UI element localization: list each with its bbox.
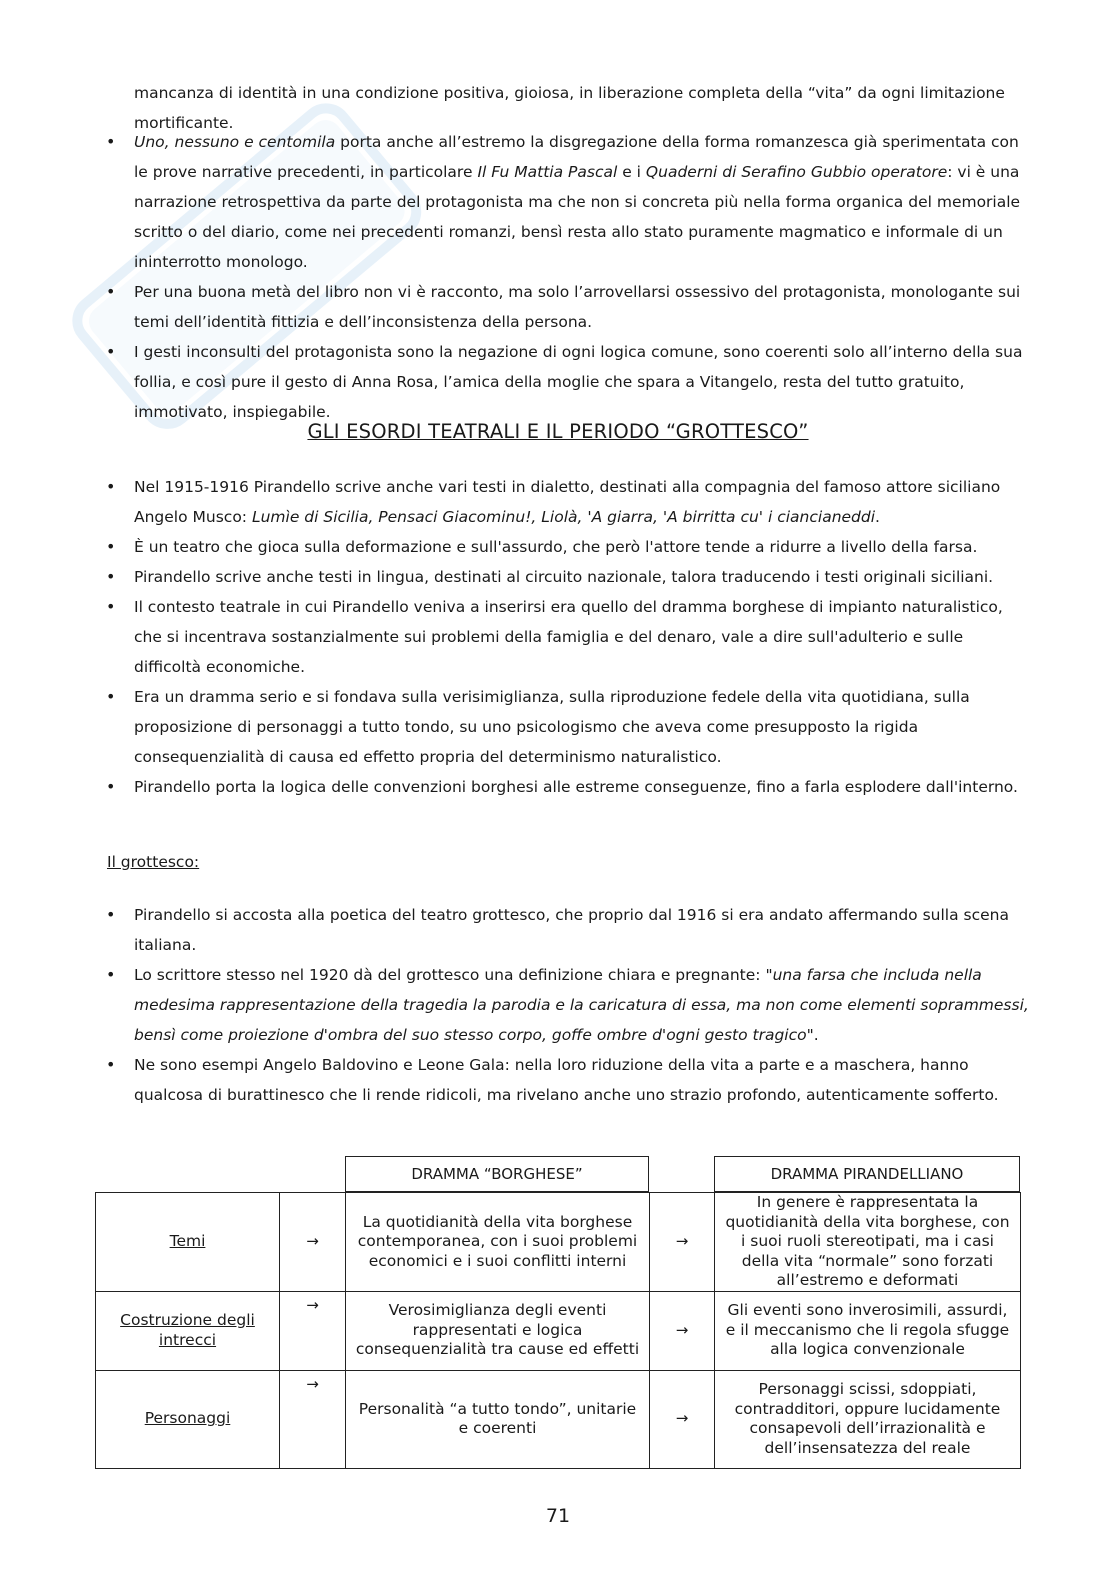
table-row [96, 1193, 1021, 1292]
arrow-right-icon: → [650, 1193, 715, 1292]
list-item: • Nel 1915-1916 Pirandello scrive anche vari testi in dialetto, destinati alla compagnia del famoso attore siciliano Angelo Musco: Lumìe di Sicilia, Pensaci Giacominu!, Liolà, 'A giarra, 'A birritta cu' i ciancianeddi. [104, 472, 1034, 532]
cell-pirandelliano: Gli eventi sono inverosimili, assurdi, e il meccanismo che li regola sfugge alla logica convenzionale [715, 1291, 1021, 1370]
row-label: Personaggi [96, 1370, 280, 1468]
cell-borghese: Verosimiglianza degli eventi rappresentati e logica consequenzialità tra cause ed effetti [346, 1291, 650, 1370]
table-row [96, 1291, 1021, 1370]
list-item: • Pirandello porta la logica delle convenzioni borghesi alle estreme conseguenze, fino a farla esplodere dall'interno. [104, 772, 1034, 802]
arrow-right-icon: → [280, 1193, 346, 1292]
list-item: • È un teatro che gioca sulla deformazione e sull'assurdo, che però l'attore tende a ridurre a livello della farsa. [104, 532, 1034, 562]
list-item: • I gesti inconsulti del protagonista sono la negazione di ogni logica comune, sono coerenti solo all’interno della sua follia, e così pure il gesto di Anna Rosa, l’amica della moglie che spara a Vitangelo, resta del tutto gratuito, immotivato, inspiegabile. [104, 337, 1034, 427]
row-label: Costruzione degli intrecci [96, 1291, 280, 1370]
arrow-right-icon: → [280, 1370, 346, 1468]
table-row [96, 1370, 1021, 1468]
grotesque-bullet-list [104, 900, 1034, 1110]
arrow-right-icon: → [280, 1291, 346, 1370]
list-item: • Per una buona metà del libro non vi è racconto, ma solo l’arrovellarsi ossessivo del protagonista, monologante sui temi dell’identità fittizia e dell’inconsistenza della persona. [104, 277, 1034, 337]
column-header-pirandelliano: DRAMMA PIRANDELLIANO [714, 1156, 1020, 1192]
list-item: • Il contesto teatrale in cui Pirandello veniva a inserirsi era quello del dramma borghese di impianto naturalistico, che si incentrava sostanzialmente sui problemi della famiglia e del denaro, vale a dire sull'adulterio e sulle difficoltà economiche. [104, 592, 1034, 682]
arrow-right-icon: → [650, 1291, 715, 1370]
subheading: Il grottesco: [107, 853, 200, 871]
cell-borghese: La quotidianità della vita borghese contemporanea, con i suoi problemi economici e i suoi conflitti interni [346, 1193, 650, 1292]
column-header-borghese: DRAMMA “BORGHESE” [345, 1156, 649, 1192]
comparison-grid [95, 1192, 1021, 1469]
cell-pirandelliano: In genere è rappresentata la quotidianità della vita borghese, con i suoi ruoli stereotipati, ma i casi della vita “normale” sono forzati all’estremo e deformati [715, 1193, 1021, 1292]
cell-borghese: Personalità “a tutto tondo”, unitarie e coerenti [346, 1370, 650, 1468]
section-heading: GLI ESORDI TEATRALI E IL PERIODO “GROTTESCO” [307, 420, 809, 443]
novel-bullet-list [104, 127, 1034, 427]
list-item: • Era un dramma serio e si fondava sulla verisimiglianza, sulla riproduzione fedele della vita quotidiana, sulla proposizione di personaggi a tutto tondo, su uno psicologismo che aveva come presupposto la rigida consequenzialità di causa ed effetto propria del determinismo naturalistico. [104, 682, 1034, 772]
arrow-right-icon: → [650, 1370, 715, 1468]
row-label: Temi [96, 1193, 280, 1292]
list-item: • Lo scrittore stesso nel 1920 dà del grottesco una definizione chiara e pregnante: "una farsa che includa nella medesima rappresentazione della tragedia la parodia e la caricatura di essa, ma non come elementi soprammessi, bensì come proiezione d'ombra del suo stesso corpo, goffe ombre d'ogni gesto tragico". [104, 960, 1034, 1050]
cell-pirandelliano: Personaggi scissi, sdoppiati, contradditori, oppure lucidamente consapevoli dell’irrazionalità e dell’insensatezza del reale [715, 1370, 1021, 1468]
list-item: • Pirandello si accosta alla poetica del teatro grottesco, che proprio dal 1916 si era andato affermando sulla scena italiana. [104, 900, 1034, 960]
continuation-paragraph: mancanza di identità in una condizione positiva, gioiosa, in liberazione completa della “vita” da ogni limitazione mortificante. [134, 84, 1005, 132]
list-item: • Ne sono esempi Angelo Baldovino e Leone Gala: nella loro riduzione della vita a parte e a maschera, hanno qualcosa di burattinesco che li rende ridicoli, ma rivelano anche uno strazio profondo, autenticamente sofferto. [104, 1050, 1034, 1110]
list-item: • Pirandello scrive anche testi in lingua, destinati al circuito nazionale, talora traducendo i testi originali siciliani. [104, 562, 1034, 592]
list-item: • Uno, nessuno e centomila porta anche all’estremo la disgregazione della forma romanzesca già sperimentata con le prove narrative precedenti, in particolare Il Fu Mattia Pascal e i Quaderni di Serafino Gubbio operatore: vi è una narrazione retrospettiva da parte del protagonista ma che non si concreta più nella forma organica del memoriale scritto o del diario, come nei precedenti romanzi, bensì resta allo stato puramente magmatico e informale di un ininterrotto monologo. [104, 127, 1034, 277]
comparison-table [95, 1156, 1020, 1471]
page-number: 71 [545, 1505, 571, 1527]
theatre-bullet-list [104, 472, 1034, 802]
